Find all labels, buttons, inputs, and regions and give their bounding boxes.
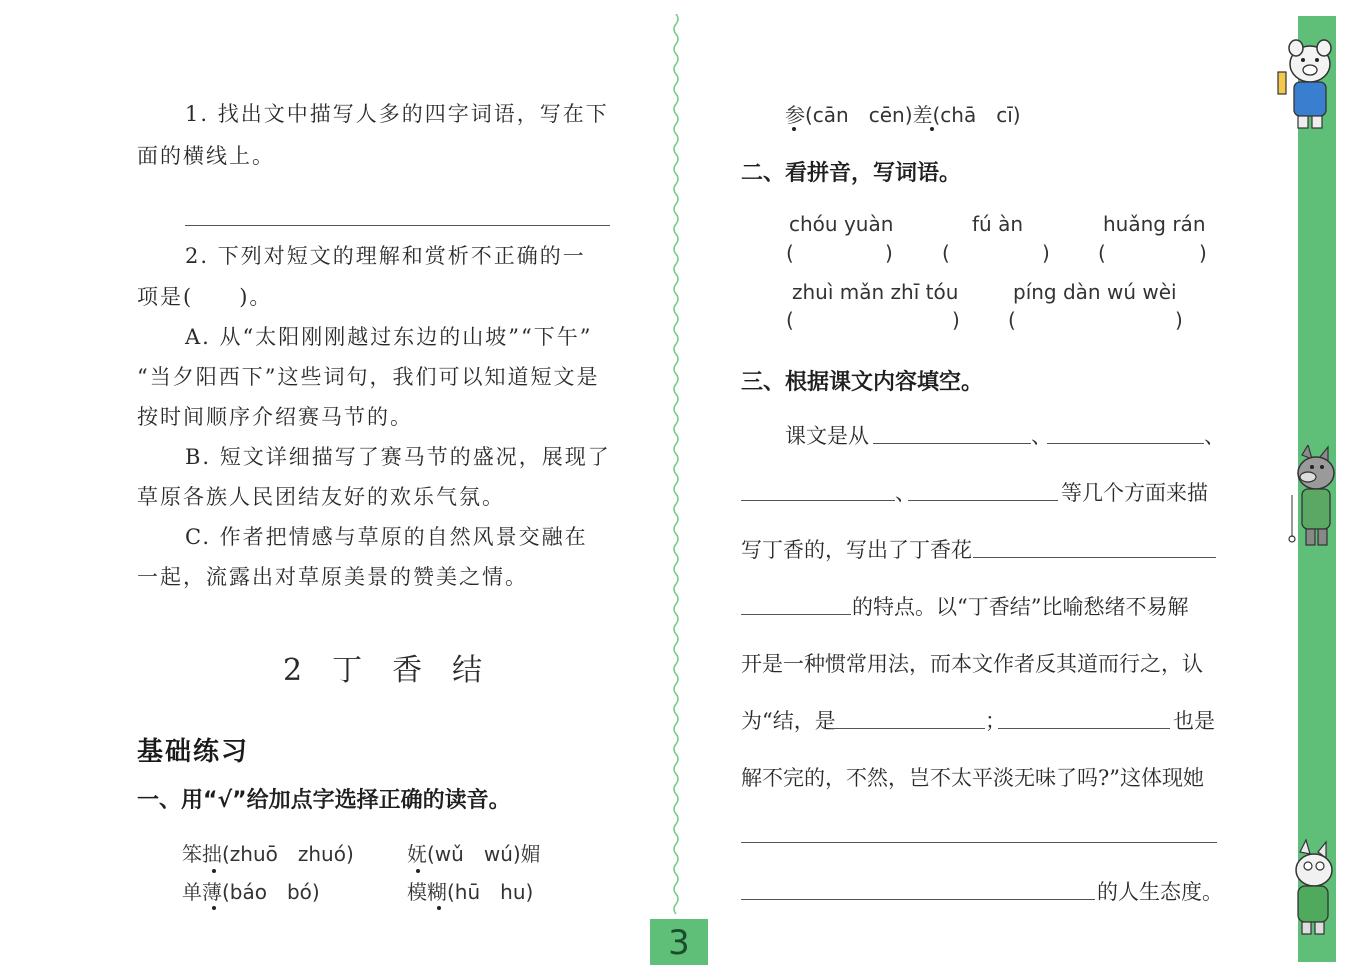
emphasis-dot <box>930 127 934 131</box>
fill-separator: 、 <box>1204 424 1225 448</box>
question-1-line-1: 1. 找出文中描写人多的四字词语，写在下 <box>185 102 609 126</box>
blank-line[interactable] <box>1047 443 1204 444</box>
blank-line[interactable] <box>908 500 1058 501</box>
exercise-2-heading: 二、看拼音，写词语。 <box>741 161 962 186</box>
pinyin-prompt: zhuì mǎn zhī tóu <box>792 280 959 304</box>
option-a-line-3: 按时间顺序介绍赛马节的。 <box>137 405 413 429</box>
answer-paren-close: ) <box>1042 241 1050 265</box>
blank-line[interactable] <box>973 557 1216 558</box>
fill-text: 的人生态度。 <box>1097 880 1223 904</box>
pinyin-prompt: chóu yuàn <box>789 212 894 236</box>
blank-line[interactable] <box>830 728 985 729</box>
section-title: 基础练习 <box>137 737 250 767</box>
emphasis-dot <box>212 906 216 910</box>
blank-line[interactable] <box>998 728 1170 729</box>
answer-paren-close: ) <box>1199 241 1207 265</box>
fill-text: 课文是从 <box>785 424 869 448</box>
blank-line[interactable] <box>873 443 1031 444</box>
blank-line[interactable] <box>741 614 851 615</box>
cartoon-wolf-icon <box>1280 445 1340 553</box>
option-b-line-2: 草原各族人民团结友好的欢乐气氛。 <box>137 485 505 509</box>
blank-line[interactable] <box>741 842 1217 843</box>
continued-reading-item[interactable]: 参(cān cēn)差(chā cī) <box>785 103 1021 127</box>
answer-paren-close: ) <box>1175 308 1183 332</box>
question-2-line-2: 项是( )。 <box>137 285 273 309</box>
reading-item[interactable]: 模糊(hū hu) <box>407 880 534 904</box>
answer-paren-open: ( <box>1098 241 1106 265</box>
pinyin-prompt: huǎng rán <box>1103 212 1206 236</box>
option-a-line-2: “当夕阳西下”这些词句，我们可以知道短文是 <box>137 365 600 389</box>
blank-line[interactable] <box>741 899 1095 900</box>
option-a-line-1: A. 从“太阳刚刚越过东边的山坡”“下午” <box>185 325 593 349</box>
fill-text: 解不完的，不然，岂不太平淡无味了吗?”这体现她 <box>741 766 1204 790</box>
emphasis-dot <box>212 869 216 873</box>
reading-item[interactable]: 单薄(báo bó) <box>182 880 320 904</box>
answer-paren-open: ( <box>1008 308 1016 332</box>
question-2-line-1: 2. 下列对短文的理解和赏析不正确的一 <box>185 244 586 268</box>
answer-paren-close: ) <box>885 241 893 265</box>
fill-separator: 、 <box>895 481 916 505</box>
fill-separator: ； <box>985 709 1006 733</box>
fill-text: 写丁香的，写出了丁香花 <box>741 538 972 562</box>
cartoon-goat-icon <box>1282 838 1338 938</box>
reading-item[interactable]: 妩(wǔ wú)媚 <box>407 842 541 866</box>
blank-line[interactable] <box>741 500 895 501</box>
reading-item[interactable]: 笨拙(zhuō zhuó) <box>182 842 354 866</box>
fill-text: 也是 <box>1173 709 1215 733</box>
emphasis-dot <box>416 869 420 873</box>
answer-paren-open: ( <box>942 241 950 265</box>
pinyin-prompt: fú àn <box>972 212 1024 236</box>
exercise-3-heading: 三、根据课文内容填空。 <box>741 370 984 395</box>
page-divider <box>668 14 684 914</box>
option-b-line-1: B. 短文详细描写了赛马节的盛况，展现了 <box>185 445 611 469</box>
fill-text: 开是一种惯常用法，而本文作者反其道而行之，认 <box>741 652 1203 676</box>
lesson-title: 2 丁 香 结 <box>283 653 483 688</box>
page-number: 3 <box>650 919 708 965</box>
fill-text: 的特点。以“丁香结”比喻愁绪不易解 <box>852 595 1189 619</box>
answer-line-q1[interactable] <box>185 225 610 226</box>
answer-paren-close: ) <box>952 308 960 332</box>
answer-paren-open: ( <box>786 308 794 332</box>
fill-separator: 、 <box>1031 424 1052 448</box>
pinyin-prompt: píng dàn wú wèi <box>1013 280 1177 304</box>
fill-text: 等几个方面来描 <box>1061 481 1208 505</box>
answer-paren-open: ( <box>786 241 794 265</box>
exercise-1-heading: 一、用“√”给加点字选择正确的读音。 <box>137 788 511 813</box>
question-1-line-2: 面的横线上。 <box>137 144 275 168</box>
option-c-line-2: 一起，流露出对草原美景的赞美之情。 <box>137 565 528 589</box>
emphasis-dot <box>437 906 441 910</box>
fill-text: 为“结，是 <box>741 709 836 733</box>
cartoon-pig-icon <box>1272 38 1338 134</box>
option-c-line-1: C. 作者把情感与草原的自然风景交融在 <box>185 525 588 549</box>
emphasis-dot <box>792 127 796 131</box>
